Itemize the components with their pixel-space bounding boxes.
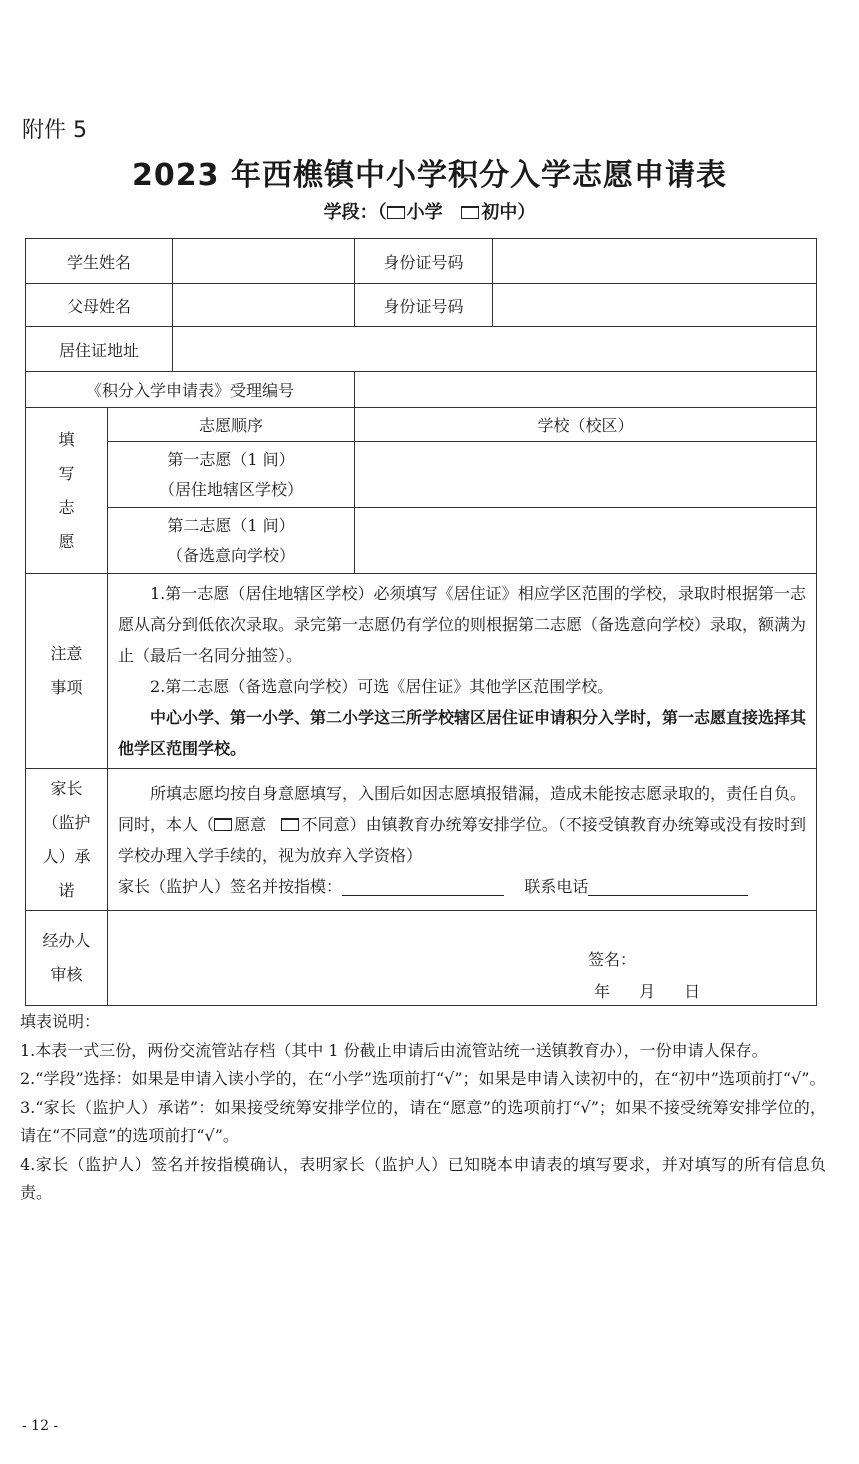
parent-id-field[interactable] [493, 284, 817, 327]
residence-address-field[interactable] [173, 327, 817, 372]
first-choice-line1: 第一志愿（1 间） [167, 449, 295, 469]
agree-checkbox[interactable] [214, 818, 232, 831]
second-choice-line1: 第二志愿（1 间） [167, 515, 295, 535]
disagree-checkbox[interactable] [281, 818, 299, 831]
commitment-content [108, 769, 817, 911]
commitment-label: 家长（监护人）承诺 [26, 769, 108, 911]
primary-school-option: 小学 [406, 202, 443, 223]
phone-line[interactable] [588, 877, 748, 896]
middle-school-checkbox[interactable] [461, 206, 479, 219]
reviewer-signature-label: 签名： [588, 950, 637, 969]
instruction-item: 3.“家长（监护人）承诺”：如果接受统筹安排学位的，请在“愿意”的选项前打“√”；如果不接受统筹安排学位的，请在“不同意”的选项前打“√”。 [20, 1097, 826, 1145]
application-number-field[interactable] [355, 372, 817, 408]
reviewer-label-line1: 经办人 [42, 931, 91, 950]
first-choice-school-field[interactable] [355, 442, 817, 508]
reviewer-label [26, 911, 108, 1006]
note-1: 1.第一志愿（居住地辖区学校）必须填写《居住证》相应学区范围的学校，录取时根据第一志愿从高分到低依次录取。录完第一志愿仍有学位的则根据第二志愿（备选意向学校）录取，额满为止（最后一名同分抽签）。 [118, 584, 807, 665]
parent-name-label: 父母姓名 [26, 284, 173, 327]
signature-label: 家长（监护人）签名并按指模： [118, 876, 343, 896]
instruction-item: 1.本表一式三份，两份交流管站存档（其中 1 份截止申请后由流管站统一送镇教育办），一份申请人保存。 [20, 1040, 768, 1060]
note-2: 2.第二志愿（备选意向学校）可选《居住证》其他学区范围学校。 [150, 677, 614, 696]
application-form-table [25, 238, 817, 1006]
form-title: 2023 年西樵镇中小学积分入学志愿申请表 [132, 158, 727, 193]
reviewer-label-line2: 审核 [50, 965, 83, 984]
second-choice-line2: （备选意向学校） [167, 545, 296, 565]
instructions-heading: 填表说明： [20, 1012, 101, 1031]
page-number: - 12 - [22, 1418, 59, 1434]
disagree-option: 不同意 [301, 814, 350, 834]
notes-label [26, 574, 108, 769]
school-header: 学校（校区） [355, 408, 817, 442]
student-name-field[interactable] [173, 239, 355, 284]
first-choice-line2: （居住地辖区学校） [159, 479, 304, 499]
instruction-item: 2.“学段”选择：如果是申请入读小学的，在“小学”选项前打“√”；如果是申请入读初中的，在“初中”选项前打“√”。 [20, 1069, 826, 1088]
second-choice-label [108, 508, 355, 574]
student-id-label: 身份证号码 [355, 239, 493, 284]
student-id-field[interactable] [493, 239, 817, 284]
application-number-label: 《积分入学申请表》受理编号 [26, 372, 355, 408]
review-date: 年 月 日 [594, 982, 701, 1001]
fill-instructions [20, 1008, 826, 1208]
phone-label: 联系电话 [524, 876, 589, 896]
parent-id-label: 身份证号码 [355, 284, 493, 327]
notes-label-line2: 事项 [50, 678, 83, 697]
primary-school-checkbox[interactable] [387, 206, 405, 219]
stage-selector [0, 198, 859, 224]
reviewer-content[interactable] [108, 911, 817, 1006]
choice-order-header: 志愿顺序 [108, 408, 355, 442]
instruction-item: 4.家长（监护人）签名并按指模确认，表明家长（监护人）已知晓本申请表的填写要求，并对填写的所有信息负责。 [20, 1154, 826, 1202]
middle-school-option: 初中 [481, 202, 518, 223]
stage-label: 学段：（ [323, 202, 387, 223]
signature-line[interactable] [342, 877, 504, 896]
commitment-text-1: 所填志愿均按自身意愿填写，入围后如因志愿填报错漏，造成未能按志愿录取的，责任自负。同时，本人（ [118, 783, 807, 834]
second-choice-school-field[interactable] [355, 508, 817, 574]
commitment-text-2: ）由镇教育办统筹安排学位。（不接受镇教育办统筹或没有按时到学校办理入学手续的，视为放弃入学资格） [118, 814, 807, 865]
residence-address-label: 居住证地址 [26, 327, 173, 372]
parent-name-field[interactable] [173, 284, 355, 327]
choices-section-label: 填 写 志 愿 [26, 408, 108, 574]
attachment-label: 附件 5 [22, 118, 87, 143]
stage-close: ） [517, 202, 536, 223]
notes-label-line1: 注意 [50, 644, 83, 663]
student-name-label: 学生姓名 [26, 239, 173, 284]
first-choice-label [108, 442, 355, 508]
note-3: 中心小学、第一小学、第二小学这三所学校辖区居住证申请积分入学时，第一志愿直接选择其他学区范围学校。 [118, 708, 807, 758]
agree-option: 愿意 [234, 814, 267, 834]
notes-content [108, 574, 817, 769]
